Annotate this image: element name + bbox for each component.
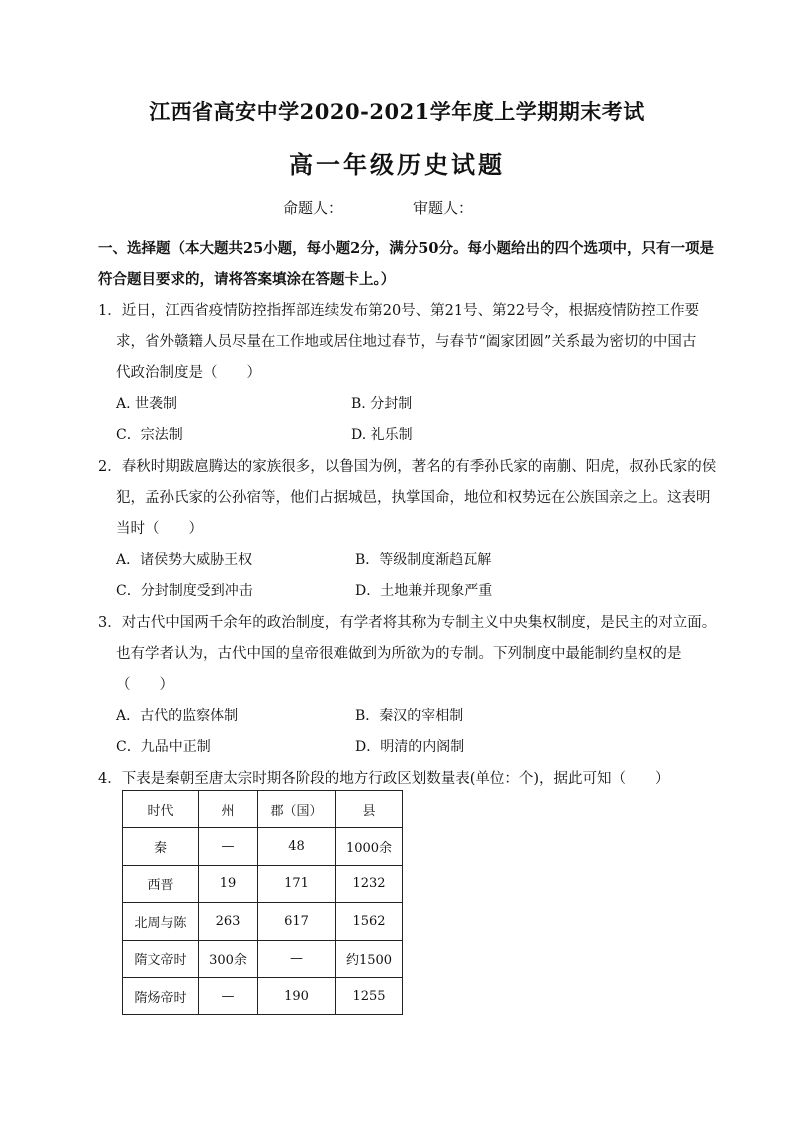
table-row [123, 865, 403, 902]
table-header-row [123, 791, 403, 828]
table-row [123, 828, 403, 865]
question-1-option-d: D. 礼乐制 [351, 427, 413, 443]
table-cell: 隋文帝时 [123, 940, 199, 977]
author-label: 命题人： [283, 199, 344, 217]
question-1-option-b: B. 分封制 [351, 396, 413, 412]
question-1-option-a: A. 世袭制 [116, 396, 178, 412]
table-row [123, 903, 403, 940]
question-3-option-a: A．古代的监察体制 [116, 708, 239, 724]
table-header-cell: 郡（国） [258, 791, 336, 828]
table-header-cell: 县 [336, 791, 403, 828]
exam-subtitle: 高一年级历史试题 [289, 150, 505, 179]
question-3-option-c: C．九品中正制 [116, 739, 211, 755]
section-instructions-line1: 一、选择题（本大题共25小题，每小题2分，满分50分。每小题给出的四个选项中，只有一项是 [98, 240, 714, 257]
question-3-option-d: D．明清的内阁制 [355, 739, 465, 755]
table-cell: 北周与陈 [123, 903, 199, 940]
question-1-option-c: C．宗法制 [116, 427, 183, 443]
table-cell: — [199, 977, 258, 1014]
question-4-line1: 4．下表是秦朝至唐太宗时期各阶段的地方行政区划数量表(单位：个)，据此可知（ ） [98, 771, 670, 787]
question-1-line2: 求，省外赣籍人员尽量在工作地或居住地过春节，与春节“阖家团圆”关系最为密切的中国古 [116, 334, 697, 350]
table-cell: 1255 [336, 977, 403, 1014]
question-2-option-c: C．分封制度受到冲击 [116, 583, 253, 599]
question-2-option-a: A．诸侯势大威胁王权 [116, 552, 253, 568]
table-cell: 西晋 [123, 865, 199, 902]
table-header-cell: 时代 [123, 791, 199, 828]
table-row [123, 977, 403, 1014]
question-2-option-d: D．土地兼并现象严重 [355, 583, 493, 599]
table-cell: 48 [258, 828, 336, 865]
table-cell: 300余 [199, 940, 258, 977]
table-cell: 1000余 [336, 828, 403, 865]
table-row [123, 940, 403, 977]
question-2-line2: 犯，孟孙氏家的公孙宿等，他们占据城邑，执掌国命，地位和权势远在公族国亲之上。这表明 [116, 490, 711, 506]
admin-division-table [122, 790, 403, 1015]
table-cell: 190 [258, 977, 336, 1014]
table-cell: 171 [258, 865, 336, 902]
table-cell: 617 [258, 903, 336, 940]
question-3-line2: 也有学者认为，古代中国的皇帝很难做到为所欲为的专制。下列制度中最能制约皇权的是 [116, 646, 682, 662]
question-2-line3: 当时（ ） [116, 521, 203, 537]
table-cell: 秦 [123, 828, 199, 865]
section-instructions-line2: 符合题目要求的，请将答案填涂在答题卡上。） [98, 271, 396, 288]
table-cell: 隋炀帝时 [123, 977, 199, 1014]
table-cell: 1232 [336, 865, 403, 902]
table-header-cell: 州 [199, 791, 258, 828]
question-1-line1: 1．近日，江西省疫情防控指挥部连续发布第20号、第21号、第22号令，根据疫情防控工作要 [98, 303, 700, 319]
table-cell: 1562 [336, 903, 403, 940]
table-cell: 约1500 [336, 940, 403, 977]
question-3-line3: （ ） [116, 677, 174, 693]
question-2-line1: 2．春秋时期跋扈腾达的家族很多，以鲁国为例，著名的有季孙氏家的南蒯、阳虎，叔孙氏家的侯 [98, 459, 717, 475]
table-cell: 19 [199, 865, 258, 902]
table-cell: — [199, 828, 258, 865]
table-cell: — [258, 940, 336, 977]
question-3-line1: 3．对古代中国两千余年的政治制度，有学者将其称为专制主义中央集权制度，是民主的对立面。 [98, 615, 717, 631]
question-1-line3: 代政治制度是（ ） [116, 365, 261, 381]
reviewer-label: 审题人： [413, 199, 474, 217]
table-cell: 263 [199, 903, 258, 940]
question-3-option-b: B．秦汉的宰相制 [355, 708, 464, 724]
exam-title: 江西省高安中学2020-2021学年度上学期期末考试 [149, 99, 645, 124]
question-2-option-b: B．等级制度渐趋瓦解 [355, 552, 492, 568]
